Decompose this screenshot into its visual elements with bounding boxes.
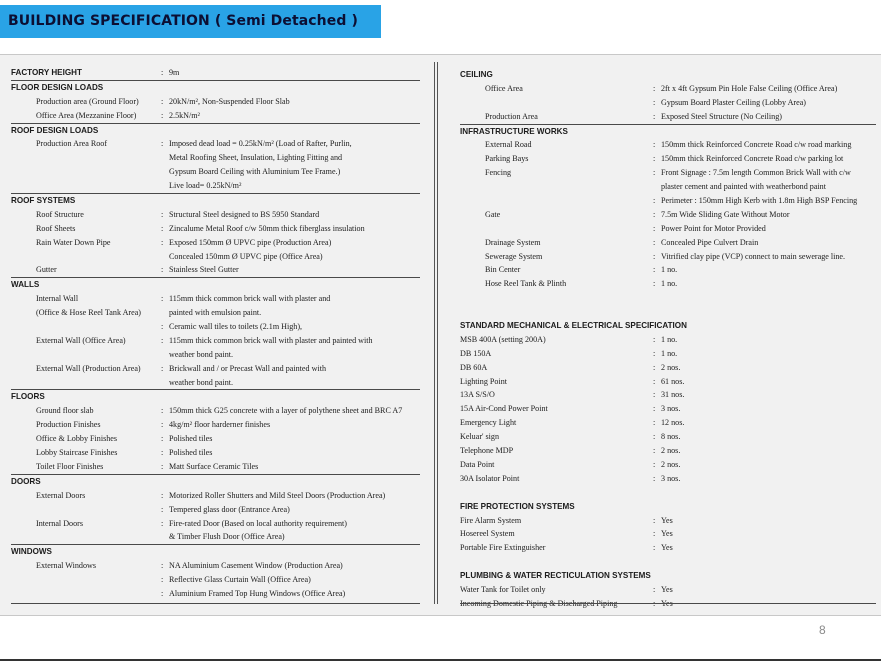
spec-row (11, 404, 420, 418)
colon-separator: : (161, 588, 164, 598)
spec-value: Concealed 150mm Ø UPVC pipe (Office Area) (169, 251, 323, 261)
colon-separator: : (653, 459, 656, 469)
spec-value: NA Aluminium Casement Window (Production Area) (169, 561, 343, 571)
colon-separator: : (653, 376, 656, 386)
colon-separator: : (161, 518, 164, 528)
spec-row (460, 333, 876, 347)
spec-row (460, 82, 876, 96)
spec-label: Water Tank for Toilet only (460, 584, 546, 594)
spec-label: Production area (Ground Floor) (36, 96, 139, 106)
spec-label: Hose Reel Tank & Plinth (485, 279, 567, 289)
spec-value: 150mm thick G25 concrete with a layer of polythene sheet and BRC A7 (169, 406, 403, 416)
spec-row (11, 460, 420, 474)
spec-label: Internal Wall (36, 294, 79, 304)
colon-separator: : (653, 154, 656, 164)
section-heading: FIRE PROTECTION SYSTEMS (460, 501, 575, 511)
spec-row (11, 236, 420, 250)
spec-row (460, 277, 876, 291)
spec-value: Front Signage : 7.5m length Common Brick Wall with c/w (661, 168, 851, 178)
spec-value: weather bond paint. (169, 349, 234, 359)
spec-value: 7.5m Wide Sliding Gate Without Motor (661, 209, 790, 219)
spec-row (11, 517, 420, 531)
spec-value: Motorized Roller Shutters and Mild Steel Doors (Production Area) (169, 490, 386, 500)
colon-separator: : (653, 362, 656, 372)
spec-label: External Windows (36, 561, 96, 571)
spec-label: External Wall (Office Area) (36, 335, 126, 345)
spec-row (460, 263, 876, 277)
column-divider (434, 62, 438, 604)
colon-separator: : (161, 461, 164, 471)
spec-label: Roof Sheets (36, 223, 76, 233)
spec-value: Yes (661, 598, 673, 608)
spec-value: plaster cement and painted with weatherbond paint (661, 182, 826, 192)
left-bottom-rule (11, 603, 420, 604)
spec-row (11, 306, 420, 320)
spec-row (11, 573, 420, 587)
spec-row (460, 180, 876, 194)
spec-value: Perimeter : 150mm High Kerb with 1.8m High BSP Fencing (661, 196, 858, 206)
spec-row (11, 250, 420, 264)
colon-separator: : (161, 448, 164, 458)
spec-value: Metal Roofing Sheet, Insulation, Lighting Fitting and (169, 153, 343, 163)
spec-label: Lobby Staircase Finishes (36, 448, 118, 458)
colon-separator: : (161, 237, 164, 247)
spec-value: 3 nos. (661, 404, 681, 414)
spec-row (460, 347, 876, 361)
spec-value: 31 nos. (661, 390, 685, 400)
colon-separator: : (653, 251, 656, 261)
spec-row (460, 583, 876, 597)
spec-value: Reflective Glass Curtain Wall (Office Area) (169, 575, 311, 585)
footer-rule (0, 659, 881, 661)
spec-row (460, 402, 876, 416)
colon-separator: : (653, 196, 656, 206)
right-bottom-rule (460, 603, 876, 604)
colon-separator: : (653, 390, 656, 400)
spec-value: Exposed Steel Structure (No Ceiling) (661, 111, 782, 121)
right-spec-column (460, 68, 876, 611)
colon-separator: : (653, 209, 656, 219)
spacer (460, 291, 876, 305)
spec-label: DB 60A (460, 362, 488, 372)
colon-separator: : (653, 432, 656, 442)
section-heading: INFRASTRUCTURE WORKS (460, 126, 568, 136)
spec-row (460, 416, 876, 430)
colon-separator: : (161, 434, 164, 444)
colon-separator: : (161, 209, 164, 219)
spacer (460, 486, 876, 500)
spec-label: Fencing (485, 168, 512, 178)
colon-separator: : (653, 265, 656, 275)
spec-label: Internal Doors (36, 518, 83, 528)
spacer (460, 305, 876, 319)
colon-separator: : (653, 543, 656, 553)
spec-value: Live load= 0.25kN/m² (169, 181, 242, 191)
spec-row (11, 348, 420, 362)
spec-label: FACTORY HEIGHT (11, 68, 82, 77)
colon-separator: : (653, 529, 656, 539)
spec-row (11, 179, 420, 193)
colon-separator: : (161, 322, 164, 332)
spec-label: External Doors (36, 490, 86, 500)
section-heading: WINDOWS (11, 547, 52, 557)
spec-value: Gypsum Board Ceiling with Aluminium Tee Frame.) (169, 167, 341, 177)
spec-row (11, 418, 420, 432)
spec-row (11, 334, 420, 348)
spec-value: 2 nos. (661, 362, 681, 372)
spec-value: Polished tiles (169, 434, 213, 444)
spec-row (460, 430, 876, 444)
colon-separator: : (653, 140, 656, 150)
spec-value: weather bond paint. (169, 377, 234, 387)
section-heading: ROOF SYSTEMS (11, 196, 76, 206)
spec-value: Stainless Steel Gutter (169, 265, 239, 275)
spec-label: MSB 400A (setting 200A) (460, 334, 546, 344)
spacer (460, 555, 876, 569)
spec-row (11, 530, 420, 544)
spec-row (460, 514, 876, 528)
spec-value: Fire-rated Door (Based on local authority requirement) (169, 518, 347, 528)
spec-value: 20kN/m², Non-Suspended Floor Slab (169, 96, 290, 106)
spec-value: 1 no. (661, 348, 678, 358)
spec-label: (Office & Hose Reel Tank Area) (36, 308, 141, 318)
spec-row (460, 388, 876, 402)
colon-separator: : (161, 420, 164, 430)
spec-label: Keluar' sign (460, 432, 499, 442)
colon-separator: : (161, 335, 164, 345)
left-spec-column (11, 66, 420, 601)
spec-row (11, 587, 420, 601)
spec-value: & Timber Flush Door (Office Area) (169, 532, 285, 542)
page-title: BUILDING SPECIFICATION ( Semi Detached ) (8, 13, 358, 29)
spec-row (11, 446, 420, 460)
spec-value: Brickwall and / or Precast Wall and painted with (169, 363, 326, 373)
colon-separator: : (653, 348, 656, 358)
colon-separator: : (161, 294, 164, 304)
colon-separator: : (161, 575, 164, 585)
spec-value: 150mm thick Reinforced Concrete Road c/w parking lot (661, 154, 844, 164)
spec-value: Aluminium Framed Top Hung Windows (Office Area) (169, 588, 346, 598)
colon-separator: : (161, 363, 164, 373)
spec-row (11, 109, 420, 123)
colon-separator: : (653, 97, 656, 107)
spec-label: Gutter (36, 265, 57, 275)
spec-row (11, 137, 420, 151)
colon-separator: : (653, 223, 656, 233)
spec-label: Bin Center (485, 265, 521, 275)
title-banner (0, 5, 381, 38)
spec-row (460, 541, 876, 555)
colon-separator: : (653, 473, 656, 483)
colon-separator: : (653, 418, 656, 428)
spec-row (11, 222, 420, 236)
spec-label: Sewerage System (485, 251, 543, 261)
colon-separator: : (161, 265, 164, 275)
spec-label: Production Area Roof (36, 139, 108, 149)
spec-row (460, 361, 876, 375)
spec-label: Portable Fire Extinguisher (460, 543, 546, 553)
spec-label: DB 150A (460, 348, 492, 358)
spec-value: Imposed dead load = 0.25kN/m² (Load of Rafter, Purlin, (169, 139, 352, 149)
section-heading: DOORS (11, 476, 41, 486)
spec-row (11, 503, 420, 517)
spec-label: Fire Alarm System (460, 515, 522, 525)
spec-label: Emergency Light (460, 418, 517, 428)
spec-label: External Road (485, 140, 532, 150)
spec-value: 4kg/m² floor harderner finishes (169, 420, 271, 430)
colon-separator: : (653, 279, 656, 289)
spec-row (460, 194, 876, 208)
spec-value: Yes (661, 515, 673, 525)
spec-value: 115mm thick common brick wall with plaster and (169, 294, 331, 304)
colon-separator: : (653, 168, 656, 178)
section-heading: CEILING (460, 70, 493, 79)
spec-value: Tempered glass door (Entrance Area) (169, 504, 290, 514)
spec-row (11, 559, 420, 573)
spec-value: 2ft x 4ft Gypsum Pin Hole False Ceiling (Office Area) (661, 83, 838, 93)
spec-row (11, 151, 420, 165)
colon-separator: : (161, 561, 164, 571)
spec-label: Gate (485, 209, 501, 219)
spec-label: Office Area (Mezzanine Floor) (36, 110, 137, 120)
colon-separator: : (653, 111, 656, 121)
spec-value: Structural Steel designed to BS 5950 Standard (169, 209, 320, 219)
spec-row (460, 444, 876, 458)
colon-separator: : (653, 83, 656, 93)
spec-value: Exposed 150mm Ø UPVC pipe (Production Area) (169, 237, 332, 247)
spec-value: Matt Surface Ceramic Tiles (169, 461, 259, 471)
spec-value: 2 nos. (661, 446, 681, 456)
spec-value: Yes (661, 529, 673, 539)
spec-row (460, 222, 876, 236)
spec-value: 1 no. (661, 334, 678, 344)
spec-value: Zincalume Metal Roof c/w 50mm thick fiberglass insulation (169, 223, 365, 233)
colon-separator: : (653, 334, 656, 344)
colon-separator: : (161, 68, 164, 77)
spec-label: Toilet Floor Finishes (36, 461, 104, 471)
section-heading: ROOF DESIGN LOADS (11, 125, 99, 135)
spec-label: Ground floor slab (36, 406, 94, 416)
spec-value: 1 no. (661, 279, 678, 289)
spec-label: Office & Lobby Finishes (36, 434, 118, 444)
spec-value: Yes (661, 543, 673, 553)
spec-row (11, 320, 420, 334)
colon-separator: : (653, 404, 656, 414)
spec-row (460, 166, 876, 180)
spec-label: Drainage System (485, 237, 541, 247)
colon-separator: : (161, 110, 164, 120)
spec-row (460, 458, 876, 472)
spec-label: External Wall (Production Area) (36, 363, 141, 373)
colon-separator: : (653, 584, 656, 594)
page-number: 8 (819, 623, 826, 637)
spec-row (460, 138, 876, 152)
spec-value: Yes (661, 584, 673, 594)
spec-row (11, 292, 420, 306)
section-heading: FLOOR DESIGN LOADS (11, 82, 104, 92)
spec-label: 15A Air-Cond Power Point (460, 404, 548, 414)
spec-label: Telephone MDP (460, 446, 514, 456)
section-heading: STANDARD MECHANICAL & ELECTRICAL SPECIFICATION (460, 321, 687, 331)
spec-row (11, 362, 420, 376)
spec-row (11, 165, 420, 179)
spec-label: Roof Structure (36, 209, 84, 219)
spec-row (11, 489, 420, 503)
section-heading: WALLS (11, 280, 40, 290)
spec-label: Parking Bays (485, 154, 529, 164)
spec-value: 3 nos. (661, 473, 681, 483)
spec-row (11, 263, 420, 277)
section-heading: PLUMBING & WATER RECTICULATION SYSTEMS (460, 571, 651, 581)
colon-separator: : (653, 446, 656, 456)
spec-row (460, 472, 876, 486)
spec-row (460, 110, 876, 124)
spec-label: Rain Water Down Pipe (36, 237, 111, 247)
spec-row (460, 208, 876, 222)
spec-label: Incoming Domestic Piping & Discharged Piping (460, 598, 618, 608)
colon-separator: : (653, 515, 656, 525)
spec-label: Hosereel System (460, 529, 515, 539)
spec-label: Production Finishes (36, 420, 101, 430)
spec-value: Vitrified clay pipe (VCP) connect to main sewerage line. (661, 251, 846, 261)
colon-separator: : (161, 504, 164, 514)
section-heading: FLOORS (11, 392, 45, 402)
spec-value: painted with emulsion paint. (169, 308, 262, 318)
spec-row (11, 432, 420, 446)
spec-value: 2 nos. (661, 459, 681, 469)
spec-row (11, 95, 420, 109)
spec-row (460, 250, 876, 264)
spec-value: 150mm thick Reinforced Concrete Road c/w road marking (661, 140, 852, 150)
spec-value: Concealed Pipe Culvert Drain (661, 237, 759, 247)
spec-value: 8 nos. (661, 432, 681, 442)
spec-value: 61 nos. (661, 376, 685, 386)
spec-value: Power Point for Motor Provided (661, 223, 766, 233)
colon-separator: : (161, 406, 164, 416)
spec-label: Office Area (485, 83, 523, 93)
colon-separator: : (161, 96, 164, 106)
spec-label: 13A S/S/O (460, 390, 495, 400)
spec-row (460, 96, 876, 110)
spec-value: Gypsum Board Plaster Ceiling (Lobby Area) (661, 97, 806, 107)
spec-value: 1 no. (661, 265, 678, 275)
spec-value: 12 nos. (661, 418, 685, 428)
spec-label: Lighting Point (460, 376, 507, 386)
spec-row (460, 236, 876, 250)
spec-row (11, 376, 420, 390)
spec-label: 30A Isolator Point (460, 473, 520, 483)
spec-row (460, 527, 876, 541)
colon-separator: : (653, 237, 656, 247)
spec-row (460, 375, 876, 389)
colon-separator: : (161, 139, 164, 149)
spec-value: 115mm thick common brick wall with plaster and painted with (169, 335, 373, 345)
spec-label: Production Area (485, 111, 538, 121)
colon-separator: : (161, 223, 164, 233)
spec-label: Data Point (460, 459, 495, 469)
colon-separator: : (653, 598, 656, 608)
spec-row (11, 66, 420, 80)
spec-row (460, 152, 876, 166)
spec-row (11, 208, 420, 222)
colon-separator: : (161, 490, 164, 500)
spec-value: Ceramic wall tiles to toilets (2.1m High), (169, 322, 303, 332)
spec-value: 9m (169, 68, 180, 77)
spec-value: 2.5kN/m² (169, 110, 200, 120)
spec-value: Polished tiles (169, 448, 213, 458)
